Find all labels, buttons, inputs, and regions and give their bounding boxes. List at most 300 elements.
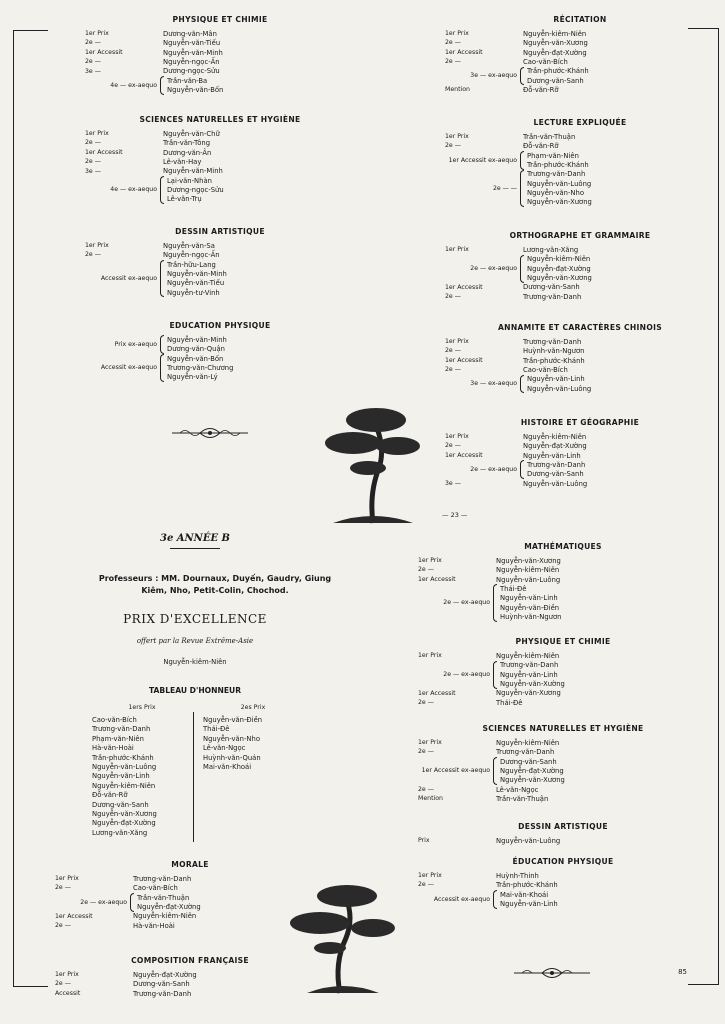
ex-aequo-names <box>500 661 565 689</box>
student-name: Nguyễn-văn-Luông <box>92 763 157 771</box>
ex-aequo-names <box>167 260 227 298</box>
result-row <box>500 661 565 670</box>
brace-bracket <box>520 255 524 283</box>
student-name: Mai-văn-Khoái <box>203 763 252 771</box>
result-row <box>167 354 233 363</box>
result-row <box>418 785 708 794</box>
result-row <box>500 584 561 593</box>
result-row <box>527 198 592 207</box>
annee-rule <box>170 548 220 549</box>
student-name: Nguyễn-văn-Luông <box>496 575 561 584</box>
result-row <box>418 748 708 757</box>
brace-bracket <box>160 335 164 354</box>
rank-label: 1er Prix <box>55 875 79 883</box>
rank-label: 1er Accessit <box>445 48 483 56</box>
result-row <box>500 594 561 603</box>
tableau-col2-header: 2es Prix <box>240 704 266 711</box>
student-name: Nguyễn-đạt-Xường <box>523 442 587 451</box>
student-name: Trương-văn-Danh <box>92 725 151 734</box>
rank-label: 2e — <box>55 922 71 930</box>
result-row <box>500 679 565 688</box>
section-heading: SCIENCES NATURELLES ET HYGIÈNE <box>139 115 301 124</box>
student-name: Dương-văn-Sanh <box>523 283 580 292</box>
student-name: Nguyễn-văn-Xương <box>496 689 561 698</box>
student-name: Cao-văn-Bích <box>92 716 137 725</box>
student-name: Mai-văn-Khoái <box>500 890 549 899</box>
result-row <box>167 195 224 204</box>
student-name: Lương-văn-Xăng <box>92 828 148 837</box>
brace-bracket <box>160 260 164 298</box>
section-heading: ORTHOGRAPHE ET GRAMMAIRE <box>509 231 651 240</box>
rank-label: 2e — <box>85 139 101 147</box>
tableau-col-2es-prix <box>203 704 303 772</box>
student-name: Trương-văn-Danh <box>523 337 582 346</box>
rank-label: 1er Prix <box>445 30 469 38</box>
professeurs-line-1: Professeurs : MM. Dournaux, Duyến, Gaudry, Giung <box>98 574 332 583</box>
result-row <box>85 67 355 76</box>
student-name: Nguyễn-kiêm-Niên <box>496 651 560 660</box>
rank-label: 1er Prix <box>445 246 469 254</box>
result-row <box>167 373 233 382</box>
ex-aequo-group <box>418 584 708 622</box>
rank-label: 2e — <box>55 980 71 988</box>
section-recitation <box>445 15 715 95</box>
rank-label: 2e — <box>418 699 434 707</box>
result-row <box>500 776 565 785</box>
tableau-row <box>92 819 192 828</box>
result-row <box>445 451 715 460</box>
section-heading: PHYSIQUE ET CHIMIE <box>515 637 611 646</box>
ex-aequo-label: Prix ex-aequo <box>114 340 157 348</box>
tableau-row <box>203 725 303 734</box>
ornament-divider-right <box>512 964 592 982</box>
student-name: Huỳnh-văn-Ngươn <box>523 347 585 356</box>
brace-bracket <box>493 584 497 622</box>
result-row <box>167 260 227 269</box>
section-heading: PHYSIQUE ET CHIMIE <box>172 15 268 24</box>
student-name: Nguyễn-đạt-Xường <box>527 264 591 273</box>
student-name: Nguyễn-văn-Tiếu <box>163 39 221 48</box>
section-physique-chimie-2 <box>418 637 708 707</box>
ex-aequo-group <box>85 176 355 204</box>
student-name: Lại-văn-Nhàn <box>167 176 212 185</box>
result-row <box>527 179 592 188</box>
result-row <box>527 264 592 273</box>
result-row <box>167 345 227 354</box>
student-name: Nguyễn-văn-Linh <box>500 899 558 908</box>
student-name: Huỳnh-văn-Ngươn <box>500 613 562 622</box>
student-name: Trần-văn-Thuận <box>496 795 549 804</box>
rank-label: 1er Prix <box>418 872 442 880</box>
ex-aequo-label: 3e — ex-aequo <box>470 380 517 388</box>
student-name: Trần-phước-Khánh <box>92 753 154 762</box>
ex-aequo-group <box>445 375 715 394</box>
ex-aequo-label: Accessit ex-aequo <box>433 895 490 903</box>
student-name: Nguyễn-đạt-Xường <box>500 766 564 775</box>
result-row <box>500 766 565 775</box>
ex-aequo-label: 1er Accessit ex-aequo <box>421 767 490 775</box>
rank-label: 3e — <box>85 67 101 75</box>
result-row <box>527 470 585 479</box>
student-name: Nguyễn-kiêm-Niên <box>92 781 156 790</box>
student-name: Nguyễn-văn-Linh <box>500 594 558 603</box>
student-name: Dương-văn-Mân <box>163 29 217 38</box>
professeurs-line-2: Kiêm, Nho, Petit-Colin, Chochod. <box>141 586 289 595</box>
student-name: Trương-văn-Chương <box>167 363 234 372</box>
student-name: Huỳnh-Thinh <box>496 871 539 880</box>
student-name: Nguyễn-văn-Xương <box>500 776 565 785</box>
brace-bracket <box>160 176 164 204</box>
tableau-row <box>92 772 192 781</box>
result-row <box>527 273 592 282</box>
section-sciences-naturelles-2 <box>418 724 708 804</box>
section-lecture-expliquee <box>445 118 715 207</box>
section-histoire-geographie <box>445 418 715 488</box>
result-row <box>527 76 589 85</box>
rank-label: 1er Prix <box>418 652 442 660</box>
result-row <box>418 651 708 660</box>
student-name: Cao-văn-Bích <box>523 57 568 66</box>
student-name: Nguyễn-đạt-Xường <box>133 970 197 979</box>
ex-aequo-group <box>85 260 355 298</box>
rank-label: 2e — <box>418 748 434 756</box>
student-name: Thái-Đê <box>496 698 523 707</box>
student-name: Lê-văn-Ngọc <box>203 744 246 753</box>
ornament-divider-left <box>170 424 250 442</box>
result-row <box>418 566 708 575</box>
result-row <box>418 689 708 698</box>
student-name: Trần-phước-Khánh <box>527 67 589 76</box>
prix-excellence-title: PRIX D'EXCELLENCE <box>123 612 267 626</box>
student-name: Trương-văn-Danh <box>523 292 582 301</box>
tableau-row <box>92 762 192 771</box>
ex-aequo-label: 4e — ex-aequo <box>110 186 157 194</box>
rank-label: 1er Accessit <box>418 575 456 583</box>
ex-aequo-group <box>85 335 355 354</box>
rank-label: 1er Prix <box>418 739 442 747</box>
student-name: Trương-văn-Danh <box>527 170 586 179</box>
rank-label: 1er Prix <box>445 433 469 441</box>
student-name: Nguyễn-văn-Xường <box>500 679 565 688</box>
result-row <box>85 167 355 176</box>
ex-aequo-label: Accessit ex-aequo <box>100 364 157 372</box>
result-row <box>445 356 715 365</box>
brace-bracket <box>130 893 134 912</box>
ex-aequo-label: 2e — ex-aequo <box>443 599 490 607</box>
student-name: Trần-hữu-Lang <box>167 260 216 269</box>
tableau-row <box>203 715 303 724</box>
tableau-col1-header: 1ers Prix <box>128 704 156 711</box>
student-name: Trương-văn-Danh <box>496 748 555 757</box>
section-dessin-artistique-2 <box>418 822 708 846</box>
result-row <box>500 603 561 612</box>
rank-label: 1er Accessit <box>445 356 483 364</box>
student-name: Nguyễn-văn-Lý <box>167 373 218 382</box>
student-name: Nguyễn-văn-Minh <box>163 48 223 57</box>
student-name: Nguyễn-văn-Linh <box>523 451 581 460</box>
rank-label: 2e — <box>418 786 434 794</box>
result-row <box>445 283 715 292</box>
result-row <box>527 460 585 469</box>
student-name: Nguyễn-kiêm-Niên <box>496 738 560 747</box>
tableau-row <box>92 828 192 837</box>
rank-label: Accessit <box>55 989 81 997</box>
student-name: Nguyễn-kiêm-Niên <box>527 255 591 264</box>
student-name: Nguyễn-văn-Xương <box>523 39 588 48</box>
result-row <box>527 255 592 264</box>
brace-bracket <box>493 757 497 785</box>
student-name: Trần-văn-Thuận <box>523 132 576 141</box>
student-name: Lương-văn-Xăng <box>523 245 579 254</box>
result-row <box>85 241 355 250</box>
rank-label: 1er Prix <box>85 30 109 38</box>
ex-aequo-names <box>527 460 585 479</box>
student-name: Đỗ-văn-Rỡ <box>92 791 128 800</box>
section-heading: COMPOSITION FRANÇAISE <box>131 956 249 965</box>
ex-aequo-label: 2e — ex-aequo <box>470 264 517 272</box>
student-name: Nguyễn-văn-Luông <box>523 479 588 488</box>
brace-bracket <box>493 661 497 689</box>
ex-aequo-names <box>137 893 201 912</box>
bonsai-tree-illustration-bottom <box>285 878 400 998</box>
result-row <box>167 363 233 372</box>
rank-label: 1er Prix <box>445 338 469 346</box>
rank-label: 1er Prix <box>55 971 79 979</box>
ex-aequo-group <box>418 661 708 689</box>
prix-excellence-laureat: Nguyễn-kiêm-Niên <box>163 658 227 666</box>
student-name: Dương-văn-Sanh <box>527 76 584 85</box>
ex-aequo-label: 2e — ex-aequo <box>80 898 127 906</box>
bonsai-tree-illustration-top <box>318 398 428 530</box>
student-name: Nguyễn-văn-Xương <box>496 556 561 565</box>
section-heading: ÉDUCATION PHYSIQUE <box>512 857 614 866</box>
student-name: Nguyễn-văn-Linh <box>527 375 585 384</box>
result-row <box>85 148 355 157</box>
brace-bracket <box>520 151 524 170</box>
ex-aequo-group <box>418 890 708 909</box>
student-name: Dương-ngọc-Sửu <box>163 67 220 76</box>
section-physique-chimie <box>85 15 355 95</box>
student-name: Dương-văn-Ân <box>163 148 212 157</box>
student-name: Dương-ngọc-Sửu <box>167 186 224 195</box>
rank-label: 2e — <box>418 881 434 889</box>
rank-label: 1er Prix <box>418 557 442 565</box>
student-name: Nguyễn-tư-Vinh <box>167 288 220 297</box>
student-name: Dương-văn-Sanh <box>527 470 584 479</box>
tableau-row <box>92 725 192 734</box>
student-name: Nguyễn-văn-Linh <box>92 772 150 781</box>
ex-aequo-names <box>527 170 592 208</box>
tableau-row <box>92 809 192 818</box>
result-row <box>445 337 715 346</box>
rank-label: 2e — <box>85 39 101 47</box>
student-name: Nguyễn-văn-Luông <box>527 384 592 393</box>
student-name: Thái-Đê <box>500 584 527 593</box>
result-row <box>85 139 355 148</box>
section-heading: ANNAMITE ET CARACTÈRES CHINOIS <box>498 323 662 332</box>
result-row <box>85 251 355 260</box>
section-heading: HISTOIRE ET GÉOGRAPHIE <box>520 418 640 427</box>
rank-label: 1er Prix <box>445 133 469 141</box>
tableau-row <box>203 734 303 743</box>
section-heading: SCIENCES NATURELLES ET HYGIÈNE <box>482 724 644 733</box>
professeurs-list <box>55 573 375 597</box>
student-name: Trần-văn-Thuận <box>137 893 190 902</box>
result-row <box>500 612 561 621</box>
student-name: Nguyễn-ngọc-Ấn <box>163 57 220 66</box>
page-mark-23: — 23 — <box>442 511 468 519</box>
student-name: Nguyễn-văn-Bốn <box>167 354 224 363</box>
tableau-row <box>92 753 192 762</box>
student-name: Trần-phước-Khánh <box>523 356 585 365</box>
result-row <box>85 48 355 57</box>
ex-aequo-group <box>445 460 715 479</box>
section-heading: DESSIN ARTISTIQUE <box>175 227 265 236</box>
student-name: Nguyễn-kiêm-Niên <box>523 432 587 441</box>
rank-label: 1er Accessit <box>85 48 123 56</box>
section-heading: DESSIN ARTISTIQUE <box>518 822 608 831</box>
result-row <box>445 479 715 488</box>
tableau-row <box>92 744 192 753</box>
ex-aequo-names <box>500 757 565 785</box>
student-name: Nguyễn-đạt-Xường <box>523 48 587 57</box>
result-row <box>445 39 715 48</box>
result-row <box>445 48 715 57</box>
rank-label: 1er Prix <box>85 130 109 138</box>
result-row <box>445 365 715 374</box>
rank-label: 2e — <box>85 158 101 166</box>
rank-label: 1er Accessit <box>445 283 483 291</box>
result-row <box>500 670 565 679</box>
rank-label: 3e — <box>445 480 461 488</box>
tableau-row <box>92 800 192 809</box>
tableau-row <box>203 753 303 762</box>
result-row <box>527 67 589 76</box>
student-name: Phạm-văn-Niên <box>527 151 579 160</box>
result-row <box>418 556 708 565</box>
result-row <box>418 871 708 880</box>
rank-label: Prix <box>418 837 430 845</box>
section-dessin-artistique <box>85 227 355 297</box>
result-row <box>445 142 715 151</box>
ex-aequo-label: 2e — — <box>492 184 517 192</box>
student-name: Thái-Đê <box>203 725 230 734</box>
section-orthographe <box>445 231 715 301</box>
result-row <box>527 170 592 179</box>
result-row <box>167 185 224 194</box>
annee-heading <box>0 533 390 549</box>
rank-label: 1er Accessit <box>55 912 93 920</box>
student-name: Trương-văn-Danh <box>133 874 192 883</box>
result-row <box>500 899 558 908</box>
section-heading: MATHÉMATIQUES <box>524 542 602 551</box>
result-row <box>445 245 715 254</box>
section-heading: MORALE <box>171 860 209 869</box>
tableau-row <box>92 734 192 743</box>
student-name: Nguyễn-văn-Minh <box>167 269 227 278</box>
ex-aequo-names <box>167 76 223 95</box>
result-row <box>85 129 355 138</box>
section-heading: LECTURE EXPLIQUÉE <box>533 118 627 127</box>
student-name: Hà-văn-Hoài <box>133 921 175 930</box>
tableau-row <box>92 781 192 790</box>
brace-bracket <box>520 170 524 208</box>
ex-aequo-names <box>527 67 589 86</box>
result-row <box>445 347 715 356</box>
rank-label: 1er Accessit <box>418 689 456 697</box>
student-name: Nguyễn-văn-Minh <box>163 167 223 176</box>
brace-bracket <box>160 354 164 382</box>
result-row <box>167 76 223 85</box>
student-name: Dương-văn-Sanh <box>500 757 557 766</box>
result-row <box>445 442 715 451</box>
student-name: Nguyễn-văn-Nho <box>527 189 584 198</box>
section-mathematiques <box>418 542 708 622</box>
ex-aequo-names <box>500 584 561 622</box>
student-name: Nguyễn-văn-Linh <box>500 670 558 679</box>
tableau-col-1ers-prix <box>92 704 192 838</box>
student-name: Dương-văn-Sanh <box>92 800 149 809</box>
result-row <box>418 575 708 584</box>
tableau-honneur-title: TABLEAU D'HONNEUR <box>148 686 242 695</box>
rank-label: 1er Accessit <box>85 148 123 156</box>
result-row <box>167 85 223 94</box>
section-education-physique-2 <box>418 857 708 909</box>
student-name: Phạm-văn-Niên <box>92 734 144 743</box>
ex-aequo-group <box>445 255 715 283</box>
result-row <box>418 698 708 707</box>
result-row <box>167 335 227 344</box>
result-row <box>137 902 201 911</box>
rank-label: 2e — <box>445 142 461 150</box>
result-row <box>85 39 355 48</box>
rank-label: 2e — <box>445 39 461 47</box>
section-heading: RÉCITATION <box>553 15 607 24</box>
ex-aequo-group <box>85 76 355 95</box>
student-name: Trần-phước-Khánh <box>527 160 589 169</box>
result-row <box>500 890 558 899</box>
student-name: Nguyễn-văn-Bốn <box>167 86 224 95</box>
left-bracket-frame <box>13 30 48 987</box>
rank-label: Mention <box>418 795 443 803</box>
student-name: Nguyễn-kiêm-Niên <box>133 912 197 921</box>
result-row <box>445 57 715 66</box>
result-row <box>418 794 708 803</box>
prix-excellence-offert: offert par la Revue Extrême-Asie <box>136 637 254 645</box>
student-name: Nguyễn-kiêm-Niên <box>523 29 587 38</box>
student-name: Đỗ-văn-Rỡ <box>523 142 559 151</box>
section-annamite <box>445 323 715 393</box>
result-row <box>167 269 227 278</box>
ex-aequo-names <box>167 335 227 354</box>
result-row <box>527 375 591 384</box>
ex-aequo-label: 1er Accessit ex-aequo <box>448 156 517 164</box>
rank-label: 2e — <box>85 251 101 259</box>
result-row <box>500 757 565 766</box>
result-row <box>167 279 227 288</box>
student-name: Nguyễn-văn-Luông <box>496 836 561 845</box>
student-name: Nguyễn-văn-Tiếu <box>167 279 225 288</box>
brace-bracket <box>160 76 164 95</box>
student-name: Nguyễn-văn-Sa <box>163 241 215 250</box>
rank-label: 2e — <box>445 58 461 66</box>
rank-label: 2e — <box>445 442 461 450</box>
ex-aequo-group <box>85 354 355 382</box>
rank-label: 3e — <box>85 167 101 175</box>
ex-aequo-label: 4e — ex-aequo <box>110 81 157 89</box>
student-name: Lê-văn-Hay <box>163 157 202 166</box>
student-name: Nguyễn-đạt-Xường <box>92 819 156 828</box>
